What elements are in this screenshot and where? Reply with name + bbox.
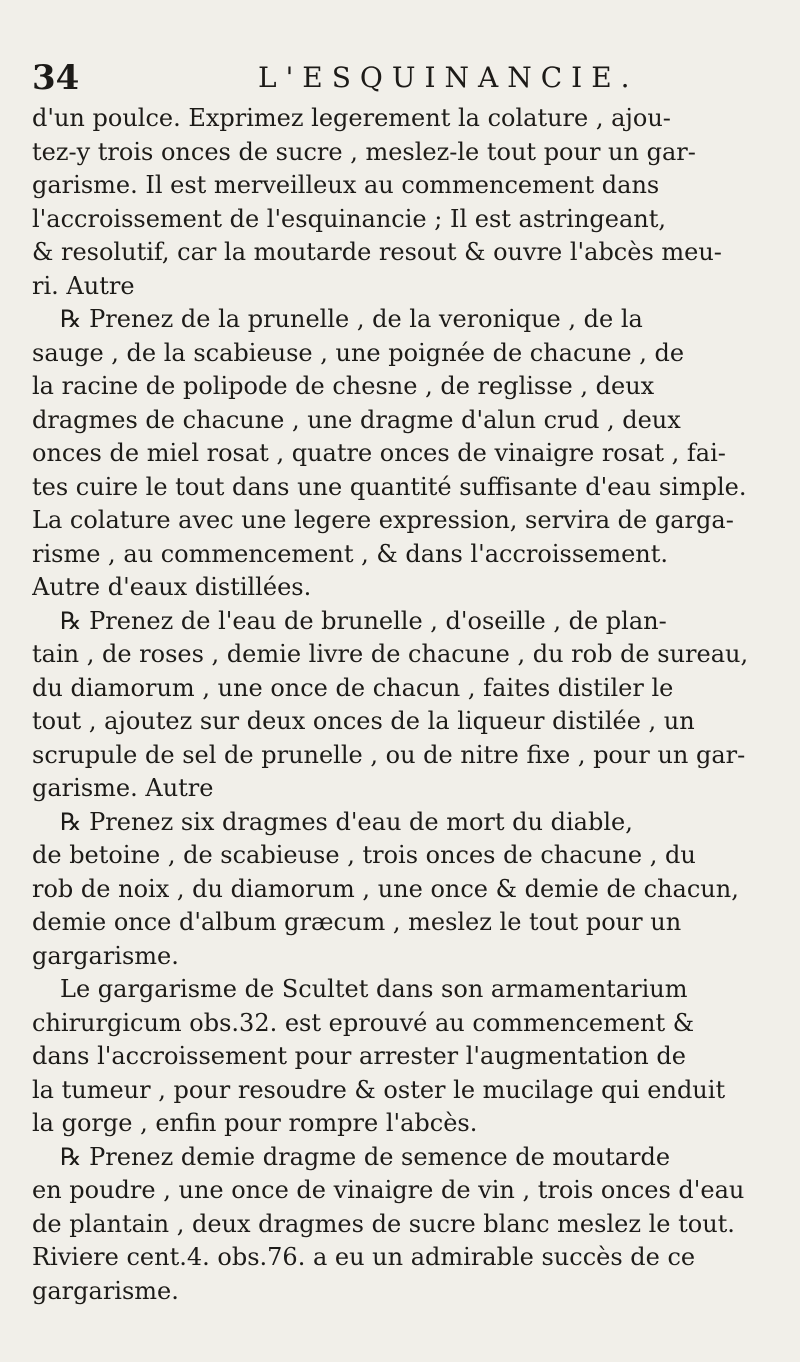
recipe-line: ℞ Prenez de l'eau de brunelle , d'oseille , de plan-	[60, 606, 667, 635]
body-text	[32, 102, 774, 1308]
text-line: onces de miel rosat , quatre onces de vinaigre rosat , fai-	[32, 439, 726, 467]
text-line: la racine de polipode de chesne , de reglisse , deux	[32, 372, 655, 400]
text-line: dans l'accroissement pour arrester l'augmentation de	[32, 1042, 686, 1070]
text-line: d'un poulce. Exprimez legerement la colature , ajou-	[32, 104, 671, 132]
text-line: la gorge , enfin pour rompre l'abcès.	[32, 1109, 478, 1137]
text-line: tes cuire le tout dans une quantité suffisante d'eau simple.	[32, 472, 747, 501]
text-line: & resolutif, car la moutarde resout & ouvre l'abcès meu-	[32, 238, 722, 266]
text-line: Autre d'eaux distillées.	[32, 573, 312, 601]
text-line: gargarisme.	[32, 941, 179, 970]
text-line: chirurgicum obs.32. est eprouvé au commencement &	[32, 1008, 695, 1037]
text-line: la tumeur , pour resoudre & oster le mucilage qui enduit	[32, 1075, 726, 1104]
text-line: demie once d'album græcum , meslez le tout pour un	[32, 908, 682, 936]
text-line: risme , au commencement , & dans l'accroissement.	[32, 539, 669, 568]
text-line: dragmes de chacune , une dragme d'alun crud , deux	[32, 405, 681, 434]
recipe-line: ℞ Prenez de la prunelle , de la veronique , de la	[60, 305, 643, 333]
recipe-line: ℞ Prenez demie dragme de semence de moutarde	[60, 1142, 671, 1171]
text-line: ri. Autre	[32, 271, 135, 300]
text-line: garisme. Autre	[32, 774, 214, 802]
text-line: rob de noix , du diamorum , une once & demie de chacun,	[32, 874, 739, 903]
text-line: tez-y trois onces de sucre , meslez-le tout pour un gar-	[32, 137, 696, 166]
text-line: La colature avec une legere expression, servira de garga-	[32, 506, 734, 534]
text-line: tain , de roses , demie livre de chacune , du rob de sureau,	[32, 640, 749, 668]
text-line: Le gargarisme de Scultet dans son armamentarium	[60, 975, 688, 1003]
running-title: L'ESQUINANCIE.	[258, 61, 639, 94]
text-line: en poudre , une once de vinaigre de vin , trois onces d'eau	[32, 1176, 745, 1204]
text-line: l'accroissement de l'esquinancie ; Il est astringeant,	[32, 204, 667, 233]
page-number: 34	[32, 58, 80, 98]
text-line: du diamorum , une once de chacun , faites distiler le	[32, 673, 674, 702]
text-line: garisme. Il est merveilleux au commencement dans	[32, 171, 660, 199]
text-line: tout , ajoutez sur deux onces de la liqueur distilée , un	[32, 707, 695, 735]
text-line: de betoine , de scabieuse , trois onces de chacune , du	[32, 841, 696, 869]
text-line: de plantain , deux dragmes de sucre blanc meslez le tout.	[32, 1209, 735, 1238]
text-line: sauge , de la scabieuse , une poignée de chacune , de	[32, 338, 685, 367]
page-header	[0, 58, 800, 98]
text-line: scrupule de sel de prunelle , ou de nitre fixe , pour un gar-	[32, 740, 746, 769]
text-line: gargarisme.	[32, 1276, 179, 1305]
text-line: Riviere cent.4. obs.76. a eu un admirable succès de ce	[32, 1243, 696, 1271]
recipe-line: ℞ Prenez six dragmes d'eau de mort du diable,	[60, 807, 633, 836]
